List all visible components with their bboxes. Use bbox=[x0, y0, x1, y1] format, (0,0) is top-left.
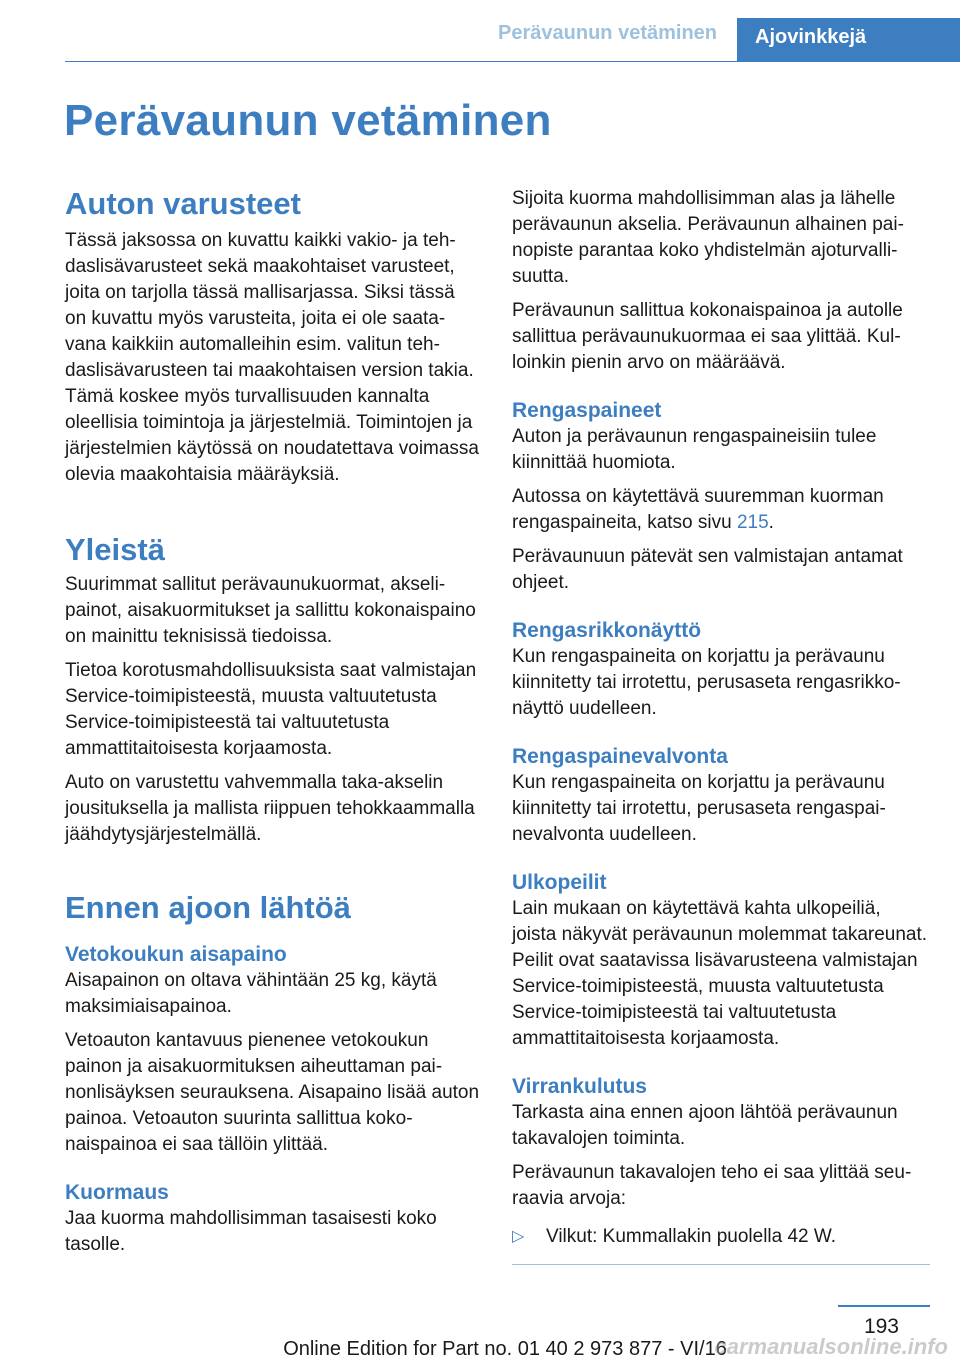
list-item-text: Vilkut: Kummallakin puolella 42 W. bbox=[546, 1226, 837, 1247]
left-column bbox=[65, 186, 480, 1258]
paragraph-auton-varusteet: Tässä jaksossa on kuvattu kaikki vakio- ja tehdaslisävarusteet sekä maakohtaiset varusteet, joita on tarjolla tässä mallisarjassa. Siksi tässä on kuvattu myös varusteita, joita ei ole saatavana kaikkiin automalleihin esim. valitun tehdaslisävarusteen tai maakohtaisen version takia. Tämä koskee myös turvallisuuden kannalta oleellisia toimintoja ja järjestelmiä. Toimintojen ja järjestelmien käytössä on noudatettava voimassa olevia maakohtaisia määräyksiä. bbox=[65, 230, 480, 485]
triangle-bullet-icon: ▷ bbox=[512, 1228, 525, 1245]
edition-line: Online Edition for Part no. 01 40 2 973 877 - VI/16 bbox=[283, 1338, 727, 1360]
heading-virrankulutus: Virrankulutus bbox=[512, 1075, 647, 1098]
heading-rengasrikkonaytto: Rengasrikkonäyttö bbox=[512, 619, 702, 642]
paragraph-rengasrikkonaytto: Kun rengaspaineita on korjattu ja perävaunu kiinnitetty tai irrotettu, perusaseta rengasrikkonäyttö uudelleen. bbox=[512, 646, 901, 719]
paragraph-kuormaus: Jaa kuorma mahdollisimman tasaisesti koko tasolle. bbox=[65, 1208, 437, 1255]
heading-ennen-ajoon: Ennen ajoon lähtöä bbox=[65, 890, 351, 925]
heading-yleista: Yleistä bbox=[65, 532, 165, 567]
page-link-215[interactable]: 215 bbox=[736, 512, 769, 533]
paragraph-rengaspaineet-1: Auton ja perävaunun rengaspaineisiin tulee kiinnittää huomiota. bbox=[512, 426, 877, 473]
heading-rengaspaineet: Rengaspaineet bbox=[512, 399, 662, 422]
paragraph-sallittu: Perävaunun sallittua kokonaispainoa ja autolle sallittua perävaunukuormaa ei saa ylittää. Kulloinkin pienin arvo on määräävä. bbox=[512, 300, 903, 373]
paragraph-vetokoukun-1: Aisapainon on oltava vähintään 25 kg, käytä maksimiaisapainoa. bbox=[65, 970, 437, 1017]
paragraph-yleista-1: Suurimmat sallitut perävaunukuormat, akselipainot, aisakuormitukset ja sallittu kokonaispaino on mainittu teknisissä tiedoissa. bbox=[65, 574, 476, 647]
heading-vetokoukun-aisapaino: Vetokoukun aisapaino bbox=[65, 943, 287, 966]
paragraph-yleista-3: Auto on varustettu vahvemmalla taka-akselin jousituksella ja mallista riippuen tehokkaammalla jäähdytysjärjestelmällä. bbox=[65, 772, 475, 845]
paragraph-rengaspaineet-2 bbox=[512, 484, 930, 536]
paragraph-rengaspaineet-2-text: Autossa on käytettävä suuremman kuorman rengaspaineita, katso sivu bbox=[512, 486, 884, 533]
paragraph-virrankulutus-2: Perävaunun takavalojen teho ei saa ylittää seuraavia arvoja: bbox=[512, 1162, 912, 1209]
page-number: 193 bbox=[863, 1315, 899, 1338]
paragraph-virrankulutus-1: Tarkasta aina ennen ajoon lähtöä perävaunun takavalojen toiminta. bbox=[512, 1102, 898, 1149]
list-divider bbox=[512, 1264, 930, 1265]
heading-kuormaus: Kuormaus bbox=[65, 1181, 169, 1204]
header-section-title: Perävaunun vetäminen bbox=[498, 22, 717, 44]
paragraph-ulkopeilit: Lain mukaan on käytettävä kahta ulkopeiliä, joista näkyvät perävaunun molemmat takareunat. Peilit ovat saatavissa lisävarusteena valmistajan Service-toimipisteestä, muusta valtuutetusta Service-toimipisteestä tai valtuutetusta ammattitaitoisesta korjaamosta. bbox=[512, 898, 928, 1049]
header-rule bbox=[65, 61, 737, 62]
right-column bbox=[512, 186, 930, 1265]
list-item bbox=[512, 1224, 930, 1250]
heading-auton-varusteet: Auton varusteet bbox=[65, 186, 301, 221]
paragraph-sijoita: Sijoita kuorma mahdollisimman alas ja lähelle perävaunun akselia. Perävaunun alhainen painopiste parantaa koko yhdistelmän ajoturvallisuutta. bbox=[512, 188, 904, 287]
heading-rengaspainevalvonta: Rengaspainevalvonta bbox=[512, 745, 728, 768]
paragraph-rengaspaineet-2-end: . bbox=[768, 512, 774, 533]
paragraph-vetokoukun-2: Vetoauton kantavuus pienenee vetokoukun painon ja aisakuormituksen aiheuttaman painonlisäyksen seurauksena. Aisapaino lisää auton painoa. Vetoauton suurinta sallittua kokonaispainoa ei saa tällöin ylittää. bbox=[65, 1030, 480, 1155]
paragraph-yleista-2: Tietoa korotusmahdollisuuksista saat valmistajan Service-toimipisteestä, muusta valtuutetusta Service-toimipisteestä tai valtuutetusta ammattitaitoisesta korjaamosta. bbox=[65, 660, 477, 759]
paragraph-rengaspaineet-3: Perävaunuun pätevät sen valmistajan antamat ohjeet. bbox=[512, 546, 903, 593]
watermark: carmanualsonline.info bbox=[714, 1334, 948, 1359]
paragraph-rengaspainevalvonta: Kun rengaspaineita on korjattu ja perävaunu kiinnitetty tai irrotettu, perusaseta rengaspainevalvonta uudelleen. bbox=[512, 772, 886, 845]
page-title: Perävaunun vetäminen bbox=[64, 96, 552, 145]
heading-ulkopeilit: Ulkopeilit bbox=[512, 871, 607, 894]
footer-rule bbox=[838, 1305, 930, 1307]
page-header bbox=[0, 0, 960, 62]
header-chapter-tab: Ajovinkkejä bbox=[737, 18, 960, 62]
